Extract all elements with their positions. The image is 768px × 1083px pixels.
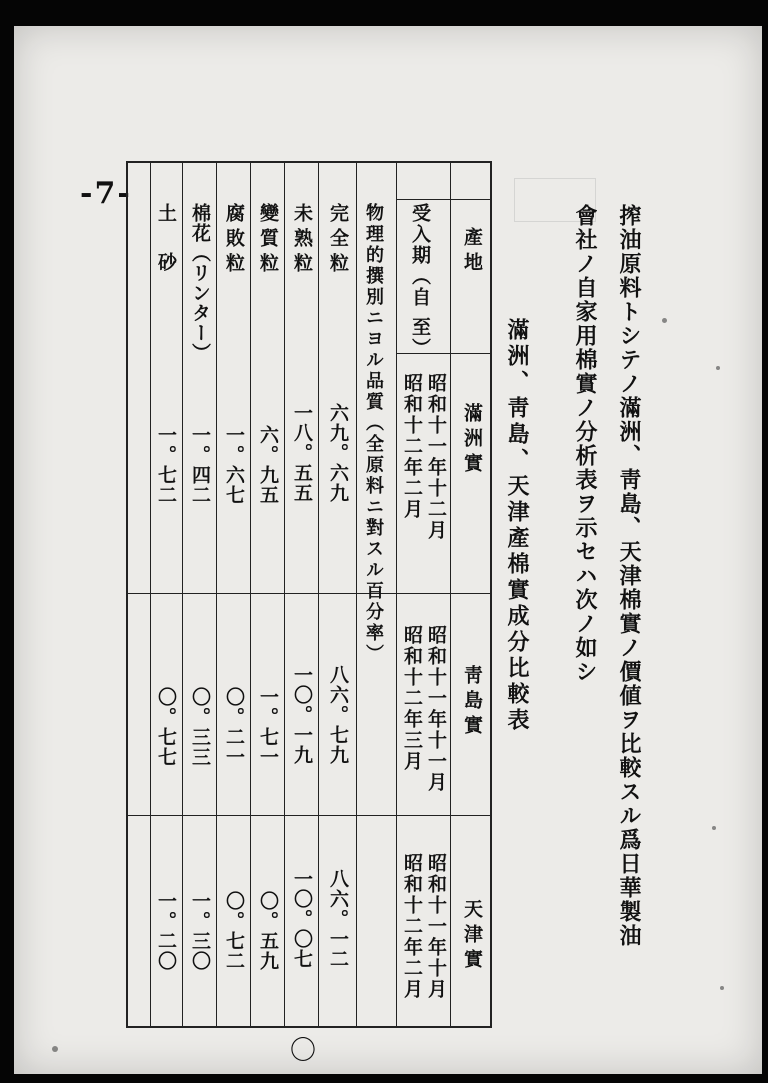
value-cell: 一八。五五 — [291, 403, 313, 503]
table-rule — [250, 163, 251, 1026]
row-label-linter: 棉花（リンター） — [189, 203, 211, 363]
table-rule — [128, 593, 490, 594]
footer-mark: 〇 — [290, 1036, 317, 1066]
origin-manchuria: 滿洲實 — [461, 403, 483, 478]
value-cell: 〇。五九 — [257, 891, 279, 971]
origin-qingdao: 靑島實 — [461, 665, 483, 740]
document-page — [14, 26, 762, 1074]
period-to-tianjin: 昭和十二年二月 — [401, 853, 423, 1000]
table-rule — [356, 163, 357, 1026]
table-rule — [128, 815, 490, 816]
intro-line-1: 搾油原料トシテノ滿洲、靑島、天津棉實ノ價値ヲ比較スル爲日華製油 — [616, 204, 642, 948]
value-cell: 六。九五 — [257, 425, 279, 505]
table-rule — [284, 163, 285, 1026]
period-from-tianjin: 昭和十一年十月 — [425, 853, 447, 1000]
value-cell: 八六。一二 — [327, 869, 349, 969]
header-period: 受入期（自 至） — [409, 203, 431, 359]
value-cell: 八六。七九 — [327, 665, 349, 765]
scan-speck — [716, 366, 720, 370]
period-from-manchuria: 昭和十一年十二月 — [425, 373, 447, 541]
value-cell: 一。四二 — [189, 425, 211, 505]
origin-tianjin: 天津實 — [461, 899, 483, 974]
header-origin: 產地 — [461, 227, 483, 277]
value-cell: 一。七二 — [155, 425, 177, 505]
table-rule — [182, 163, 183, 1026]
value-cell: 一。二〇 — [155, 891, 177, 971]
row-label-sand: 土砂 — [155, 203, 177, 301]
value-cell: 〇。三三 — [189, 687, 211, 767]
row-label-altered: 變質粒 — [257, 203, 279, 278]
value-cell: 〇。七二 — [223, 891, 245, 971]
table-rule — [450, 163, 451, 1026]
table-rule — [396, 199, 490, 200]
value-cell: 一。三〇 — [189, 891, 211, 971]
period-to-manchuria: 昭和十二年二月 — [401, 373, 423, 520]
value-cell: 一〇。〇七 — [291, 869, 313, 969]
comparison-table — [126, 161, 492, 1028]
table-rule — [396, 163, 397, 1026]
value-cell: 一。六七 — [223, 425, 245, 505]
scan-speck — [712, 826, 716, 830]
value-cell: 一〇。一九 — [291, 665, 313, 765]
value-cell: 六九。六九 — [327, 403, 349, 503]
row-label-rotten: 腐敗粒 — [223, 203, 245, 278]
page-number: -7- — [80, 176, 132, 211]
scan-speck — [662, 318, 667, 323]
row-label-immature: 未熟粒 — [291, 203, 313, 278]
value-cell: 〇。二一 — [223, 687, 245, 767]
table-title: 滿洲、靑島、天津產棉實成分比較表 — [504, 318, 530, 734]
table-rule — [150, 163, 151, 1026]
row-label-complete: 完全粒 — [327, 203, 349, 278]
table-rule — [318, 163, 319, 1026]
scan-speck — [720, 986, 724, 990]
value-cell: 〇。七七 — [155, 687, 177, 767]
intro-line-2: 會社ノ自家用棉實ノ分析表ヲ示セハ次ノ如シ — [572, 204, 598, 684]
period-to-qingdao: 昭和十二年三月 — [401, 625, 423, 772]
value-cell: 一。七一 — [257, 687, 279, 767]
scan-speck — [52, 1046, 58, 1052]
period-from-qingdao: 昭和十一年十一月 — [425, 625, 447, 793]
table-rule — [216, 163, 217, 1026]
header-quality: 物理的撰別ニヨル品質（全原料ニ對スル百分率） — [363, 203, 384, 665]
